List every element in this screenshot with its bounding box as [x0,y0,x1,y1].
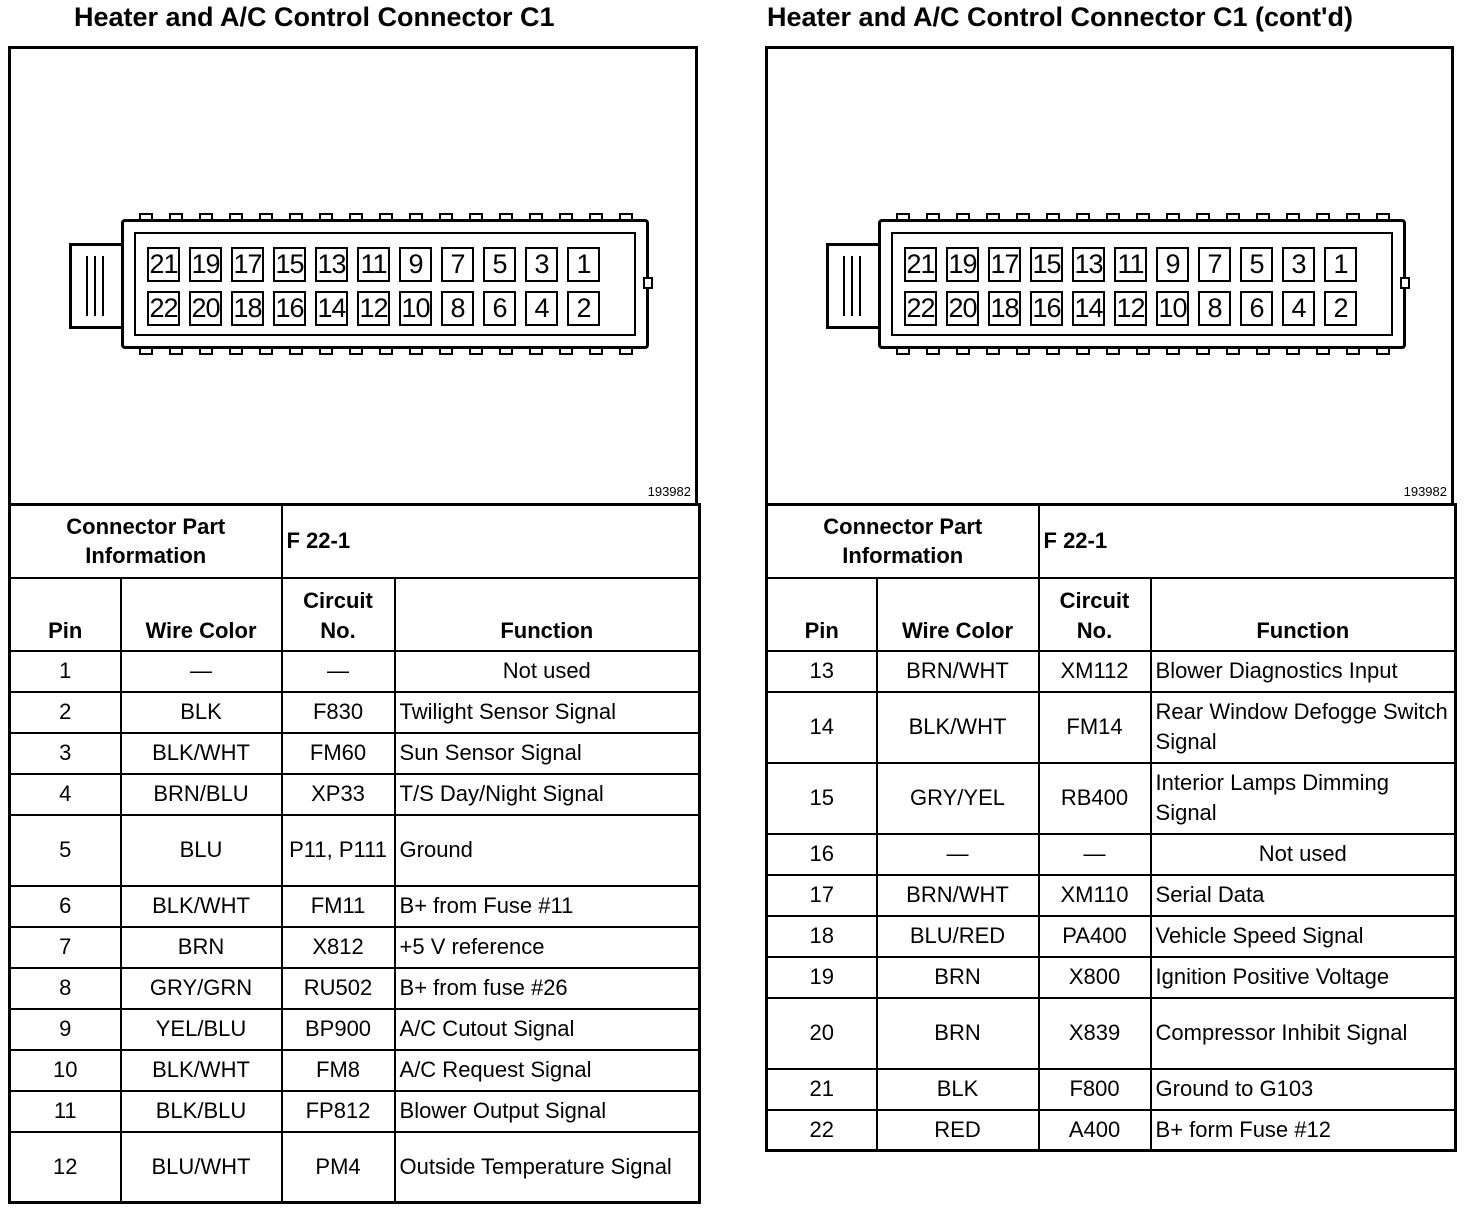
table-row [10,815,700,886]
table-row [10,927,700,968]
pin-cavity-1: 1 [1324,247,1357,282]
wire-color: BLK/WHT [121,733,282,774]
circuit-number: X800 [1039,957,1151,998]
pin-number: 2 [10,692,121,733]
pin-cavity-9: 9 [399,247,432,282]
connector-tooth [1016,213,1030,221]
pin-cavity-5: 5 [483,247,516,282]
connector-tooth [619,347,633,355]
connector-tooth [926,213,940,221]
wire-color: BRN [877,998,1039,1069]
pin-cavity-13: 13 [315,247,348,282]
header-pin: Pin [767,578,877,651]
part-info-value: F 22-1 [282,505,700,578]
part-info-label: Connector Part Information [767,505,1039,578]
function-text: Not used [1151,834,1456,875]
connector-tooth [379,213,393,221]
circuit-number: FM8 [282,1050,395,1091]
connector-tooth [1346,347,1360,355]
wire-color: BLK/WHT [877,692,1039,763]
pin-cavity-18: 18 [231,291,264,326]
header-wire-color: Wire Color [877,578,1039,651]
pin-number: 8 [10,968,121,1009]
connector-tooth [469,213,483,221]
pin-number: 9 [10,1009,121,1050]
function-text: Not used [395,651,700,692]
pin-cavity-3: 3 [525,247,558,282]
pin-number: 12 [10,1132,121,1203]
circuit-number: RB400 [1039,763,1151,834]
table-row [10,1091,700,1132]
pinout-table [8,503,701,1204]
table-row [767,834,1456,875]
pin-cavity-4: 4 [525,291,558,326]
wire-color: BRN [121,927,282,968]
connector-tooth [1106,213,1120,221]
function-text: B+ from Fuse #11 [395,886,700,927]
table-row [767,692,1456,763]
connector-tooth [499,213,513,221]
pin-number: 19 [767,957,877,998]
table-row [10,733,700,774]
connector-latch [826,243,886,329]
header-row [10,578,700,651]
function-text: Ground to G103 [1151,1069,1456,1110]
connector-tooth [1046,347,1060,355]
pin-cavity-3: 3 [1282,247,1315,282]
pin-number: 22 [767,1110,877,1151]
connector-tooth [956,347,970,355]
function-text: A/C Cutout Signal [395,1009,700,1050]
pin-number: 7 [10,927,121,968]
function-text: A/C Request Signal [395,1050,700,1091]
connector-tooth [1316,213,1330,221]
circuit-number: A400 [1039,1110,1151,1151]
connector-tooth [139,347,153,355]
connector-tooth [896,213,910,221]
pin-cavity-22: 22 [147,291,180,326]
circuit-number: X839 [1039,998,1151,1069]
circuit-number: — [1039,834,1151,875]
connector-body [121,219,649,349]
pin-cavity-9: 9 [1156,247,1189,282]
part-info-label: Connector Part Information [10,505,282,578]
connector-tooth [319,213,333,221]
connector-tooth [926,347,940,355]
circuit-number: P11, P111 [282,815,395,886]
connector-tooth [559,347,573,355]
pin-cavity-21: 21 [904,247,937,282]
table-row [767,763,1456,834]
circuit-number: FM14 [1039,692,1151,763]
connector-tooth [409,347,423,355]
connector-tooth [1196,213,1210,221]
table-row [767,1069,1456,1110]
pin-cavity-8: 8 [1198,291,1231,326]
connector-tooth [1136,213,1150,221]
header-wire-color: Wire Color [121,578,282,651]
connector-tooth [1226,347,1240,355]
connector-tooth [1136,347,1150,355]
connector-tooth [529,347,543,355]
connector-tooth [289,347,303,355]
function-text: Rear Window Defogge Switch Signal [1151,692,1456,763]
function-text: B+ from fuse #26 [395,968,700,1009]
pin-cavity-5: 5 [1240,247,1273,282]
circuit-number: — [282,651,395,692]
function-text: Outside Temperature Signal [395,1132,700,1203]
pin-number: 6 [10,886,121,927]
circuit-number: BP900 [282,1009,395,1050]
wire-color: BRN/WHT [877,651,1039,692]
pin-cavity-12: 12 [357,291,390,326]
circuit-number: FM11 [282,886,395,927]
connector-tooth [1196,347,1210,355]
wire-color: BLK/WHT [121,886,282,927]
wire-color: RED [877,1110,1039,1151]
circuit-number: XM110 [1039,875,1151,916]
connector-tooth [559,213,573,221]
connector-latch [69,243,129,329]
header-circuit: Circuit No. [282,578,395,651]
circuit-number: PM4 [282,1132,395,1203]
circuit-number: F800 [1039,1069,1151,1110]
pin-cavity-6: 6 [483,291,516,326]
pin-cavity-7: 7 [1198,247,1231,282]
circuit-number: XP33 [282,774,395,815]
connector-tooth [1376,213,1390,221]
connector-tooth [1256,347,1270,355]
connector-tooth [229,213,243,221]
table-row [10,1009,700,1050]
part-info-row [10,505,700,578]
circuit-number: PA400 [1039,916,1151,957]
pin-number: 1 [10,651,121,692]
pin-number: 11 [10,1091,121,1132]
pin-cavity-8: 8 [441,291,474,326]
pin-number: 18 [767,916,877,957]
pin-cavity-16: 16 [1030,291,1063,326]
table-row [10,886,700,927]
pin-cavity-4: 4 [1282,291,1315,326]
function-text: Ground [395,815,700,886]
connector-tooth [469,347,483,355]
connector-tooth [1166,213,1180,221]
pin-cavity-20: 20 [946,291,979,326]
wire-color: YEL/BLU [121,1009,282,1050]
part-info-value: F 22-1 [1039,505,1456,578]
pinout-table [765,503,1457,1152]
pin-number: 4 [10,774,121,815]
pin-cavity-14: 14 [1072,291,1105,326]
wire-color: BLK [877,1069,1039,1110]
circuit-number: XM112 [1039,651,1151,692]
connector-tooth [1076,347,1090,355]
pin-cavity-16: 16 [273,291,306,326]
pin-cavity-21: 21 [147,247,180,282]
table-row [767,998,1456,1069]
wire-color: BRN/BLU [121,774,282,815]
connector-tooth [289,213,303,221]
connector-tooth [259,213,273,221]
connector-tooth [139,213,153,221]
connector-tooth [1106,347,1120,355]
pin-cavity-10: 10 [1156,291,1189,326]
pin-number: 5 [10,815,121,886]
connector-tooth [1286,347,1300,355]
header-function: Function [395,578,700,651]
connector-tooth [199,347,213,355]
wire-color: GRY/YEL [877,763,1039,834]
latch-line [86,256,88,316]
connector-tooth [169,347,183,355]
wire-color: GRY/GRN [121,968,282,1009]
panel-title: Heater and A/C Control Connector C1 (cont'd) [767,2,1353,32]
pin-number: 13 [767,651,877,692]
connector-tooth [199,213,213,221]
latch-line [851,256,853,316]
header-row [767,578,1456,651]
latch-line [102,256,104,316]
connector-tooth [499,347,513,355]
connector-tooth [349,347,363,355]
table-row [10,774,700,815]
connector-figure [8,46,698,506]
pin-cavity-19: 19 [189,247,222,282]
connector-tooth [1016,347,1030,355]
circuit-number: FM60 [282,733,395,774]
pin-cavity-10: 10 [399,291,432,326]
connector-tooth [1256,213,1270,221]
table-row [10,1132,700,1203]
pin-cavity-2: 2 [1324,291,1357,326]
connector-tooth [1316,347,1330,355]
connector-tooth [1226,213,1240,221]
pin-cavity-14: 14 [315,291,348,326]
connector-tooth [439,213,453,221]
connector-figure [765,46,1454,506]
pin-cavity-22: 22 [904,291,937,326]
pin-cavity-2: 2 [567,291,600,326]
wire-color: BLK [121,692,282,733]
connector-tooth [259,347,273,355]
pin-cavity-1: 1 [567,247,600,282]
wire-color: BLU/RED [877,916,1039,957]
connector-tooth [956,213,970,221]
circuit-number: RU502 [282,968,395,1009]
table-row [10,692,700,733]
wire-color: BLK/WHT [121,1050,282,1091]
table-row [767,957,1456,998]
connector-tooth [1286,213,1300,221]
connector-tooth [589,347,603,355]
pin-number: 17 [767,875,877,916]
part-info-row [767,505,1456,578]
pin-number: 21 [767,1069,877,1110]
connector-tooth [1376,347,1390,355]
pin-number: 15 [767,763,877,834]
function-text: Interior Lamps Dimming Signal [1151,763,1456,834]
function-text: +5 V reference [395,927,700,968]
connector-tooth [409,213,423,221]
table-row [767,875,1456,916]
figure-number: 193982 [647,484,691,499]
table-row [767,916,1456,957]
latch-line [859,256,861,316]
wire-color: BLU [121,815,282,886]
table-row [767,1110,1456,1151]
function-text: Sun Sensor Signal [395,733,700,774]
figure-number: 193982 [1403,484,1447,499]
pin-cavity-20: 20 [189,291,222,326]
pin-number: 14 [767,692,877,763]
circuit-number: X812 [282,927,395,968]
connector-tooth [529,213,543,221]
function-text: Blower Output Signal [395,1091,700,1132]
function-text: T/S Day/Night Signal [395,774,700,815]
pin-cavity-11: 11 [357,247,390,282]
pin-number: 3 [10,733,121,774]
connector-notch [1400,277,1410,289]
pin-number: 16 [767,834,877,875]
pin-cavity-17: 17 [231,247,264,282]
function-text: Serial Data [1151,875,1456,916]
wire-color: — [877,834,1039,875]
connector-tooth [169,213,183,221]
pin-cavity-15: 15 [273,247,306,282]
table-row [10,1050,700,1091]
function-text: Vehicle Speed Signal [1151,916,1456,957]
connector-body [878,219,1406,349]
pin-cavity-11: 11 [1114,247,1147,282]
connector-tooth [319,347,333,355]
connector-tooth [349,213,363,221]
pin-cavity-15: 15 [1030,247,1063,282]
connector-tooth [986,347,1000,355]
connector-tooth [1046,213,1060,221]
connector-tooth [589,213,603,221]
panel-title: Heater and A/C Control Connector C1 [74,2,555,32]
latch-line [843,256,845,316]
header-circuit: Circuit No. [1039,578,1151,651]
connector-tooth [1346,213,1360,221]
connector-tooth [439,347,453,355]
connector-tooth [619,213,633,221]
wire-color: — [121,651,282,692]
pin-cavity-7: 7 [441,247,474,282]
header-function: Function [1151,578,1456,651]
connector-tooth [896,347,910,355]
header-pin: Pin [10,578,121,651]
function-text: Twilight Sensor Signal [395,692,700,733]
pin-cavity-18: 18 [988,291,1021,326]
circuit-number: FP812 [282,1091,395,1132]
function-text: Blower Diagnostics Input [1151,651,1456,692]
wire-color: BRN/WHT [877,875,1039,916]
pin-number: 20 [767,998,877,1069]
connector-tooth [986,213,1000,221]
pin-cavity-17: 17 [988,247,1021,282]
pin-cavity-19: 19 [946,247,979,282]
wire-color: BLU/WHT [121,1132,282,1203]
pin-cavity-13: 13 [1072,247,1105,282]
pin-cavity-6: 6 [1240,291,1273,326]
function-text: B+ form Fuse #12 [1151,1110,1456,1151]
table-row [767,651,1456,692]
connector-tooth [1076,213,1090,221]
table-row [10,651,700,692]
connector-notch [643,277,653,289]
pin-cavity-12: 12 [1114,291,1147,326]
pin-number: 10 [10,1050,121,1091]
wire-color: BLK/BLU [121,1091,282,1132]
wire-color: BRN [877,957,1039,998]
circuit-number: F830 [282,692,395,733]
function-text: Ignition Positive Voltage [1151,957,1456,998]
function-text: Compressor Inhibit Signal [1151,998,1456,1069]
connector-tooth [229,347,243,355]
table-row [10,968,700,1009]
connector-tooth [379,347,393,355]
latch-line [94,256,96,316]
connector-tooth [1166,347,1180,355]
